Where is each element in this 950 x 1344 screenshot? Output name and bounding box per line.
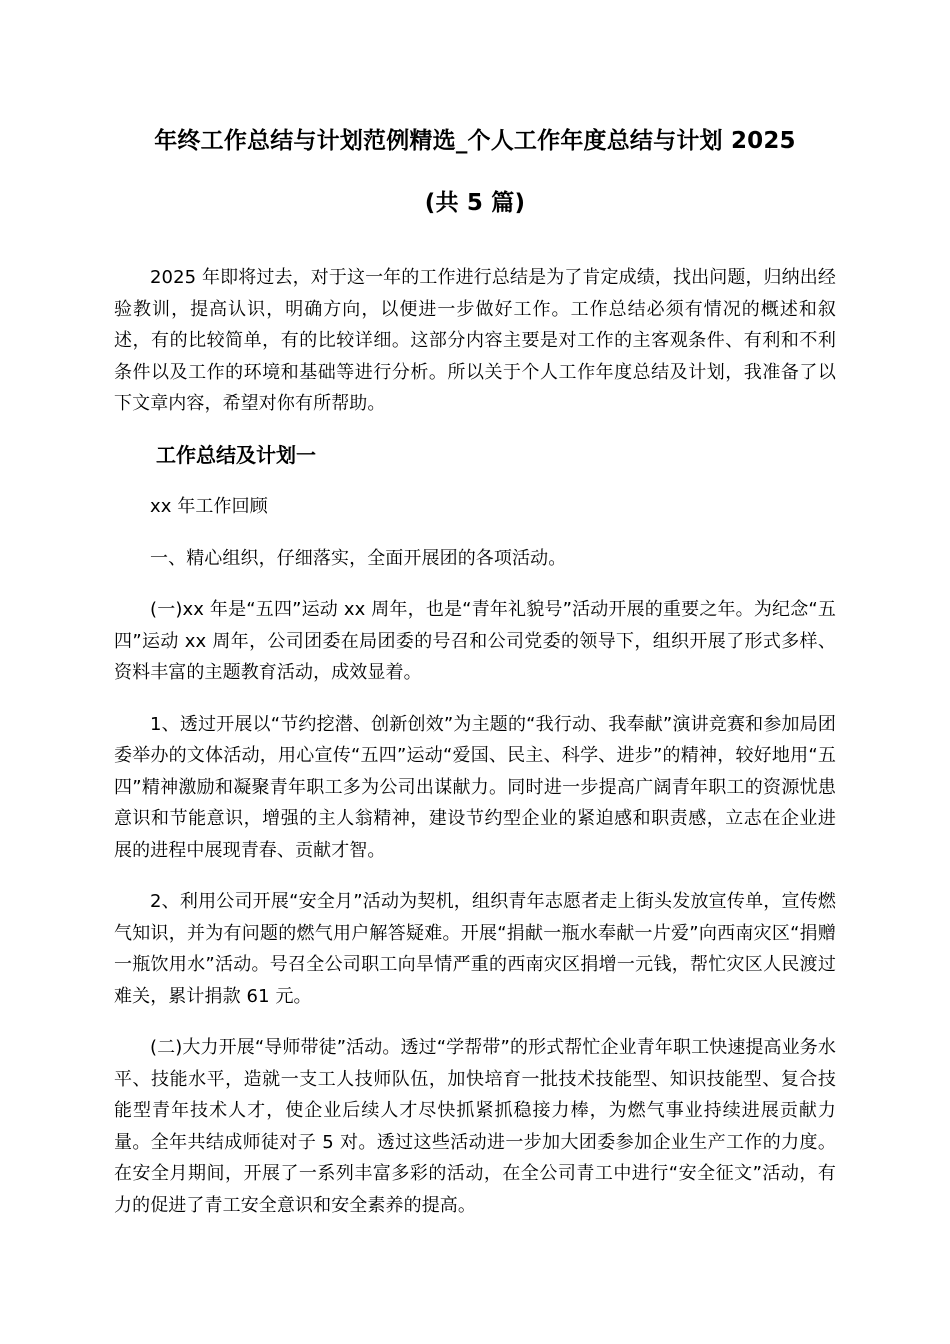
- section-subtitle: xx 年工作回顾: [150, 496, 268, 517]
- section-paragraph-4: 2、利用公司开展“安全月”活动为契机，组织青年志愿者走上街头发放宣传单，宣传燃气知识，并为有问题的燃气用户解答疑难。开展“捐献一瓶水奉献一片爱”向西南灾区“捐赠一瓶饮用水”活动。号召全公司职工向旱情严重的西南灾区捐增一元钱，帮忙灾区人民渡过难关，累计捐款 61 元。: [114, 891, 836, 1007]
- document-body: [114, 262, 836, 1221]
- section-paragraph-3: 1、透过开展以“节约挖潜、创新创效”为主题的“我行动、我奉献”演讲竞赛和参加局团委举办的文体活动，用心宣传“五四”运动“爱国、民主、科学、进步”的精神，较好地用“五四”精神激励和凝聚青年职工多为公司出谋献力。同时进一步提高广阔青年职工的资源忧患意识和节能意识，增强的主人翁精神，建设节约型企业的紧迫感和职责感，立志在企业进展的进程中展现青春、贡献才智。: [114, 713, 836, 861]
- title-line-1: 年终工作总结与计划范例精选_个人工作年度总结与计划 2025: [154, 128, 796, 154]
- intro-paragraph: 2025 年即将过去，对于这一年的工作进行总结是为了肯定成绩，找出问题，归纳出经验教训，提高认识，明确方向，以便进一步做好工作。工作总结必须有情况的概述和叙述，有的比较简单，有的比较详细。这部分内容主要是对工作的主客观条件、有利和不利条件以及工作的环境和基础等进行分析。所以关于个人工作年度总结及计划，我准备了以下文章内容，希望对你有所帮助。: [114, 267, 836, 414]
- document-title: [114, 110, 836, 234]
- section-paragraph-2: (一)xx 年是“五四”运动 xx 周年，也是“青年礼貌号”活动开展的重要之年。为纪念“五四”运动 xx 周年，公司团委在局团委的号召和公司党委的领导下，组织开展了形式多样、资料丰富的主题教育活动，成效显着。: [114, 599, 836, 683]
- section-paragraph-5: (二)大力开展“导师带徒”活动。透过“学帮带”的形式帮忙企业青年职工快速提高业务水平、技能水平，造就一支工人技师队伍，加快培育一批技术技能型、知识技能型、复合技能型青年技术人才，使企业后续人才尽快抓紧抓稳接力棒，为燃气事业持续进展贡献力量。全年共结成师徒对子 5 对。透过这些活动进一步加大团委参加企业生产工作的力度。在安全月期间，开展了一系列丰富多彩的活动，在全公司青工中进行“安全征文”活动，有力的促进了青工安全意识和安全素养的提高。: [114, 1037, 836, 1216]
- section-heading: 工作总结及计划一: [156, 442, 316, 467]
- section-paragraph-1: 一、精心组织，仔细落实，全面开展团的各项活动。: [150, 547, 567, 569]
- title-line-2: (共 5 篇): [424, 190, 526, 216]
